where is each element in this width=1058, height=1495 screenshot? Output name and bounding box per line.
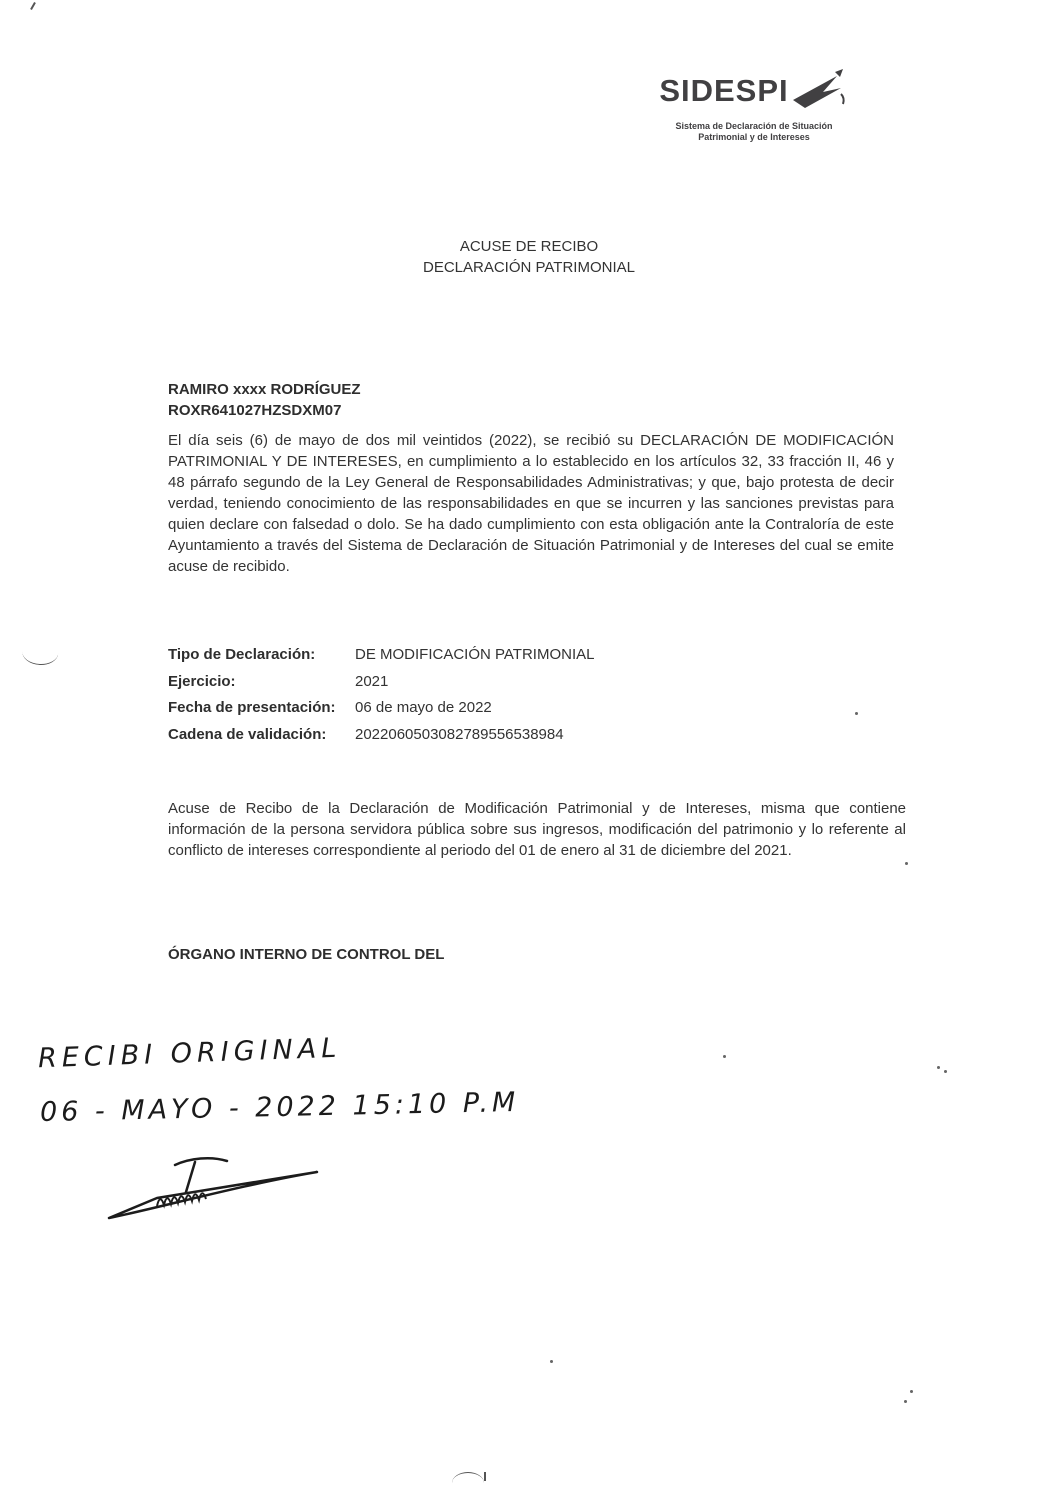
field-label: Fecha de presentación: <box>168 699 336 716</box>
scan-artifact-mark <box>30 2 36 10</box>
scan-artifact-dot <box>855 712 858 715</box>
recipient-name: RAMIRO xxxx RODRÍGUEZ <box>168 381 361 398</box>
scan-artifact-dot <box>937 1066 940 1069</box>
logo-brand-text: SIDESPI <box>659 73 789 108</box>
scan-artifact-dot <box>905 862 908 865</box>
recipient-block <box>168 379 361 421</box>
scan-artifact-dot <box>944 1070 947 1073</box>
scan-artifact-dot <box>904 1400 907 1403</box>
field-value: DE MODIFICACIÓN PATRIMONIAL <box>355 646 595 663</box>
summary-paragraph: Acuse de Recibo de la Declaración de Modificación Patrimonial y de Intereses, misma que contiene información de la persona servidora pública sobre sus ingresos, modificación del patrimonio y lo referente al conflicto de intereses correspondiente al periodo del 01 de enero al 31 de diciembre del 2021. <box>168 800 906 859</box>
scan-artifact-dot <box>550 1360 553 1363</box>
field-row-ejercicio <box>168 672 594 693</box>
declaration-fields <box>168 645 594 751</box>
field-row-fecha <box>168 698 594 719</box>
field-value: 2022060503082789556538984 <box>355 725 564 743</box>
recipient-id: ROXR641027HZSDXM07 <box>168 402 342 419</box>
office-heading: ÓRGANO INTERNO DE CONTROL DEL <box>168 946 445 963</box>
field-label: Tipo de Declaración: <box>168 646 316 663</box>
body-paragraph: El día seis (6) de mayo de dos mil veintidos (2022), se recibió su DECLARACIÓN DE MODIFICACIÓN PATRIMONIAL Y DE INTERESES, en cumplimiento a lo establecido en los artículos 32, 33 fracción II, 46 y 48 párrafo segundo de la Ley General de Responsabilidades Administrativas; y que, bajo protesta de decir verdad, teniendo conocimiento de las responsabilidades en que se incurren y las sanciones previstas para quien declare con falsedad o dolo. Se ha dado cumplimiento con esta obligación ante la Contraloría de este Ayuntamiento a través del Sistema de Declaración de Situación Patrimonial y de Intereses del cual se emite acuse de recibido. <box>168 432 894 575</box>
signature-scribble <box>95 1148 330 1231</box>
scan-artifact-squiggle <box>452 1472 484 1483</box>
field-value: 06 de mayo de 2022 <box>355 699 492 716</box>
logo-tagline-line2: Patrimonial y de Intereses <box>698 132 810 142</box>
title-line1: ACUSE DE RECIBO <box>459 238 599 255</box>
sidespi-logo <box>644 74 864 143</box>
field-value: 2021 <box>355 672 389 690</box>
field-label: Ejercicio: <box>168 672 236 690</box>
logo-tagline-line1: Sistema de Declaración de Situación <box>675 121 833 131</box>
handwritten-date-time: 06 - MAYO - 2022 15:10 P.M <box>39 1086 520 1129</box>
field-row-tipo <box>168 645 594 666</box>
scan-artifact-dot <box>910 1390 913 1393</box>
field-row-cadena <box>168 725 594 746</box>
field-label: Cadena de validación: <box>168 725 327 743</box>
scan-artifact-curve <box>22 649 59 666</box>
handwritten-recibi-original: RECIBI ORIGINAL <box>37 1032 342 1075</box>
logo-arrow-icon <box>791 68 849 119</box>
title-line2: DECLARACIÓN PATRIMONIAL <box>423 259 635 276</box>
scan-artifact-dot <box>723 1055 726 1058</box>
document-title <box>0 236 1058 278</box>
